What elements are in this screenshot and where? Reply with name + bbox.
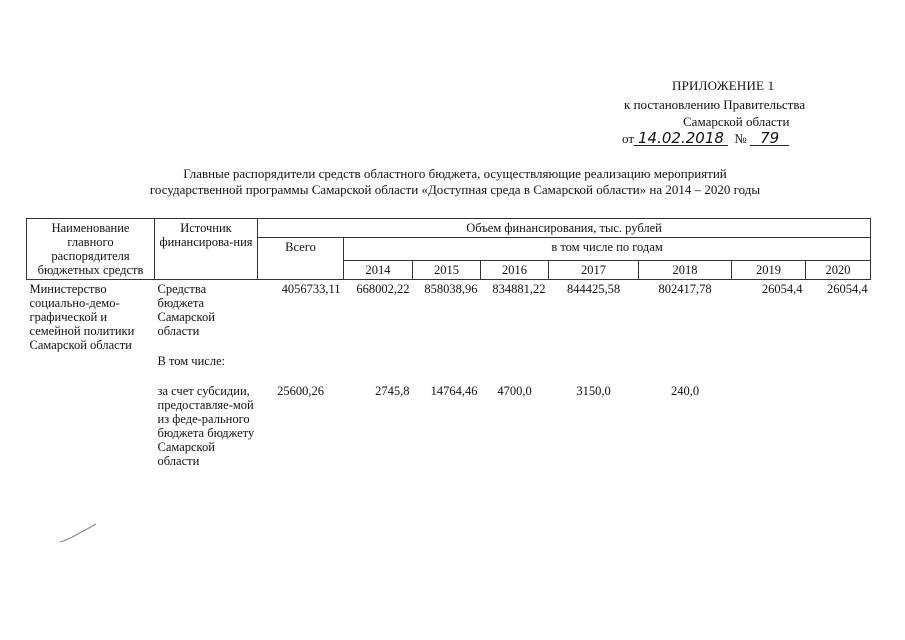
value-cell [806,370,871,470]
value-cell: 4700,0 [497,384,532,398]
source-cell: за счет субсидии, предоставляе-мой из феде-рального бюджета бюджету Самарской области [157,384,255,468]
header-year: 2016 [481,261,549,280]
total-cell: 25600,26 [277,384,324,398]
value-cell: 844425,58 [566,282,621,296]
title-line-1: Главные распорядители средств областного бюджета, осуществляющие реализацию мероприятий [183,166,727,181]
handwritten-number: 79 [750,131,789,146]
appendix-title: ПРИЛОЖЕНИЕ 1 [672,78,775,93]
header-manager: Наименование главного распорядителя бюджетных средств [27,219,155,280]
resolution-label: к постановлению Правительства [624,97,806,112]
value-cell [481,340,549,370]
region-label: Самарской области [683,114,790,129]
value-cell: 834881,22 [492,282,546,296]
value-cell: 240,0 [670,384,700,398]
header-volume: Объем финансирования, тыс. рублей [258,219,871,238]
document-title [60,166,850,198]
value-cell: 2745,8 [375,384,410,398]
manager-name-cell: Министерство социально-демо-графической и семейной политики Самарской области [29,282,135,352]
source-cell: Средства бюджета Самарской области [157,282,215,338]
value-cell [732,340,806,370]
value-cell [732,370,806,470]
value-cell: 3150,0 [576,384,611,398]
value-cell: 858038,96 [424,282,478,296]
pen-mark-icon [58,520,98,545]
value-cell [344,340,413,370]
total-cell [258,340,344,370]
value-cell: 26054,4 [826,282,868,296]
value-cell: 14764,46 [430,384,478,398]
header-year: 2017 [549,261,639,280]
header-total: Всего [258,238,344,280]
header-year: 2015 [413,261,481,280]
header-by-years: в том числе по годам [344,238,871,261]
value-cell [639,340,732,370]
handwritten-date: 14.02.2018 [634,131,728,146]
total-cell: 4056733,11 [281,282,341,296]
header-year: 2018 [639,261,732,280]
date-prefix: от [622,131,635,146]
value-cell: 668002,22 [356,282,410,296]
value-cell [806,340,871,370]
table-row [27,280,871,341]
value-cell [413,340,481,370]
header-year: 2020 [806,261,871,280]
number-prefix: № [734,131,747,146]
header-source: Источник финансирова-ния [155,219,258,280]
header-year: 2019 [732,261,806,280]
source-cell: В том числе: [157,354,226,368]
header-year: 2014 [344,261,413,280]
value-cell: 26054,4 [761,282,803,296]
value-cell: 802417,78 [658,282,712,296]
financing-table [26,218,871,470]
date-line [622,131,789,147]
title-line-2: государственной программы Самарской области «Доступная среда в Самарской области» на 2014 – 2020 годы [149,182,761,197]
value-cell [549,340,639,370]
